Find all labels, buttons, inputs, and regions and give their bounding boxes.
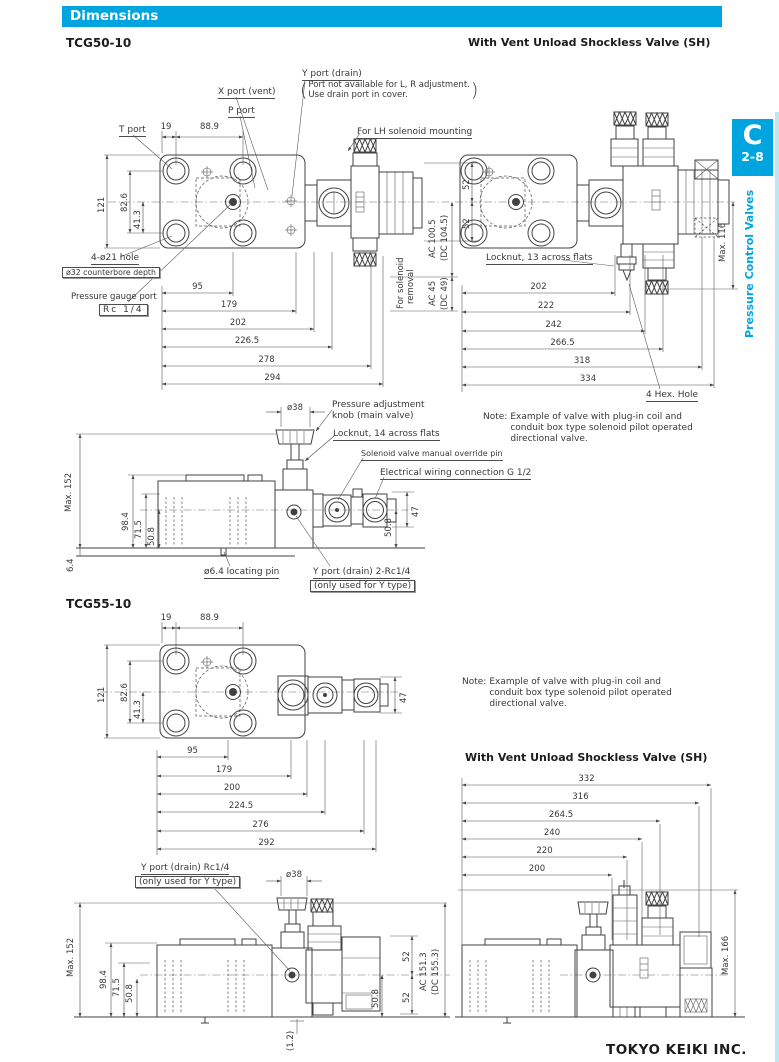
category-vertical-label: Pressure Control Valves (743, 189, 756, 338)
label-solenoid-removal-1: For solenoid (396, 257, 406, 309)
dim55-98-4: 98.4 (99, 970, 109, 989)
callout55-y-port: Y port (drain) Rc1/4 (141, 863, 230, 873)
dim55-1-2: (1.2) (286, 1030, 296, 1051)
dim55-dc-155-3: (DC 155.3) (431, 948, 441, 995)
dim55-ac-151-3: AC 151.3 (419, 952, 429, 991)
dim-max-152: Max. 152 (64, 472, 74, 512)
callout-locknut-13: Locknut, 13 across flats (486, 253, 593, 263)
model-heading-tcg55: TCG55-10 (66, 597, 132, 611)
section-header-title: Dimensions (70, 8, 159, 24)
dim-50-8-right: 50.8 (384, 518, 394, 537)
dim-dia-38: ø38 (286, 403, 304, 413)
dim-6-4: 6.4 (66, 558, 76, 572)
callout-y-port: Y port (drain) (302, 69, 362, 79)
callout-lh-solenoid: For LH solenoid mounting (357, 127, 473, 137)
dim55-chain-179: 179 (215, 765, 233, 775)
dim55-19: 19 (160, 613, 172, 623)
dim55-chain-200: 200 (223, 783, 241, 793)
dim55-chain-292: 292 (258, 838, 275, 848)
callout-locating-pin: ø6.4 locating pin (204, 567, 280, 577)
close-paren: ) (470, 78, 479, 101)
open-paren: ( (300, 78, 308, 101)
dim-ac-100-5: AC 100.5 (428, 219, 438, 258)
dim55-50-8-right: 50.8 (371, 989, 381, 1008)
dim-71-5: 71.5 (134, 520, 144, 539)
dim55-max-152: Max. 152 (66, 937, 76, 977)
callout-gauge-port: Pressure gauge port (71, 292, 157, 302)
dim-52-lower: 52 (462, 218, 472, 229)
dim-chain-left-294: 294 (264, 373, 281, 383)
callout-x-port: X port (vent) (218, 87, 276, 97)
dim-121: 121 (97, 196, 107, 213)
dim-chain-left-202: 202 (229, 318, 247, 328)
section-header (62, 6, 722, 27)
dim55-47: 47 (399, 692, 409, 703)
callout-y-port-side: Y port (drain) 2-Rc1/4 (313, 567, 411, 577)
note2-line-1: Example of valve with plug-in coil and (489, 677, 661, 687)
note-line-1: Example of valve with plug-in coil and (510, 412, 682, 422)
dim55-71-5: 71.5 (112, 978, 122, 997)
dim-chain-right-222: 222 (537, 301, 555, 311)
dim-47: 47 (411, 506, 421, 517)
dim55-41-3: 41.3 (133, 700, 143, 719)
dim55-50-8: 50.8 (125, 984, 135, 1003)
callout-wiring: Electrical wiring connection G 1/2 (380, 468, 532, 478)
dim-50-8: 50.8 (147, 527, 157, 546)
callout-y-port-note (300, 80, 478, 100)
tab-code: 2-8 (741, 149, 764, 164)
dim-98-4: 98.4 (121, 512, 131, 531)
dim55sh-240: 240 (543, 828, 561, 838)
dim55-121: 121 (97, 686, 107, 703)
drawing-tcg55-side-view (74, 876, 450, 1034)
dim-chain-left-226-5: 226.5 (234, 336, 260, 346)
dim55-chain-224-5: 224.5 (228, 801, 254, 811)
sh-heading-tcg55: With Vent Unload Shockless Valve (SH) (465, 751, 708, 764)
dim-chain-right-318: 318 (573, 356, 591, 366)
note2-line-3: directional valve. (489, 699, 567, 709)
dim-dc-49: (DC 49) (440, 277, 450, 310)
dim55-dia-38: ø38 (285, 870, 303, 880)
dim-82-6: 82.6 (120, 193, 130, 212)
y-note-line2: Use drain port in cover. (308, 90, 408, 100)
dim-chain-right-242: 242 (545, 320, 562, 330)
callout-knob-line1: Pressure adjustment (332, 400, 425, 410)
dim55-max-166: Max. 166 (721, 935, 731, 975)
dim55-chain-276: 276 (252, 820, 269, 830)
dim55sh-332: 332 (578, 774, 595, 784)
dim-19: 19 (160, 122, 172, 132)
dim55sh-200: 200 (528, 864, 546, 874)
page-index-tab (732, 119, 773, 176)
drawing-tcg50-sh-top-view (455, 112, 738, 392)
dim-chain-left-95: 95 (192, 282, 203, 292)
note-label-2: Note: (462, 677, 487, 687)
dim55sh-264-5: 264.5 (548, 810, 574, 820)
callout-knob-line2: knob (main valve) (332, 411, 414, 421)
note-tcg50 (483, 412, 693, 445)
dim-dc-104-5: (DC 104.5) (440, 214, 450, 261)
page-edge-accent (775, 112, 779, 1062)
dim-52-upper: 52 (462, 179, 472, 190)
dim55sh-316: 316 (572, 792, 589, 802)
callout55-y-port-note: (only used for Y type) (135, 876, 240, 888)
dim-ac-45: AC 45 (428, 280, 438, 306)
callout-t-port: T port (119, 125, 146, 135)
note-line-2: conduit box type solenoid pilot operated (510, 423, 693, 433)
dim55-52-upper: 52 (402, 951, 412, 962)
callout-counterbore: ø32 counterbore depth (62, 267, 160, 278)
note2-line-2: conduit box type solenoid pilot operated (489, 688, 672, 698)
dim-chain-right-334: 334 (579, 374, 597, 384)
dim-chain-left-278: 278 (258, 355, 275, 365)
y-note-line1: Port not available for L, R adjustment. (308, 80, 470, 90)
dim-88-9: 88.9 (200, 122, 219, 132)
dim-max-116: Max. 116 (718, 222, 728, 262)
dim55-88-9: 88.9 (200, 613, 219, 623)
dim-41-3: 41.3 (133, 210, 143, 229)
tab-letter: C (742, 120, 763, 151)
callout-421-hole: 4-ø21 hole (91, 253, 140, 263)
company-footer: TOKYO KEIKI INC. (606, 1042, 747, 1058)
dim-chain-left-179: 179 (220, 300, 238, 310)
dim55-82-6: 82.6 (120, 683, 130, 702)
note-line-3: directional valve. (510, 434, 588, 444)
model-heading-tcg50: TCG50-10 (66, 36, 132, 50)
dim55-chain-95: 95 (187, 746, 198, 756)
callout-locknut-14: Locknut, 14 across flats (333, 429, 440, 439)
callout-override-pin: Solenoid valve manual override pin (361, 449, 503, 461)
dim55sh-220: 220 (536, 846, 553, 856)
sh-heading-tcg50: With Vent Unload Shockless Valve (SH) (468, 36, 711, 49)
note-tcg55 (462, 677, 672, 710)
dim55-52-lower: 52 (402, 992, 412, 1003)
dim-chain-right-266-5: 266.5 (550, 338, 575, 348)
note-label: Note: (483, 412, 508, 422)
callout-hex-hole: 4 Hex. Hole (646, 390, 699, 400)
callout-y-port-side-note: (only used for Y type) (310, 580, 415, 592)
label-solenoid-removal-2: removal (406, 269, 416, 304)
dim-chain-right-202: 202 (530, 282, 547, 292)
callout-gauge-thread: Rc 1/4 (99, 304, 148, 316)
callout-p-port: P port (228, 106, 255, 116)
